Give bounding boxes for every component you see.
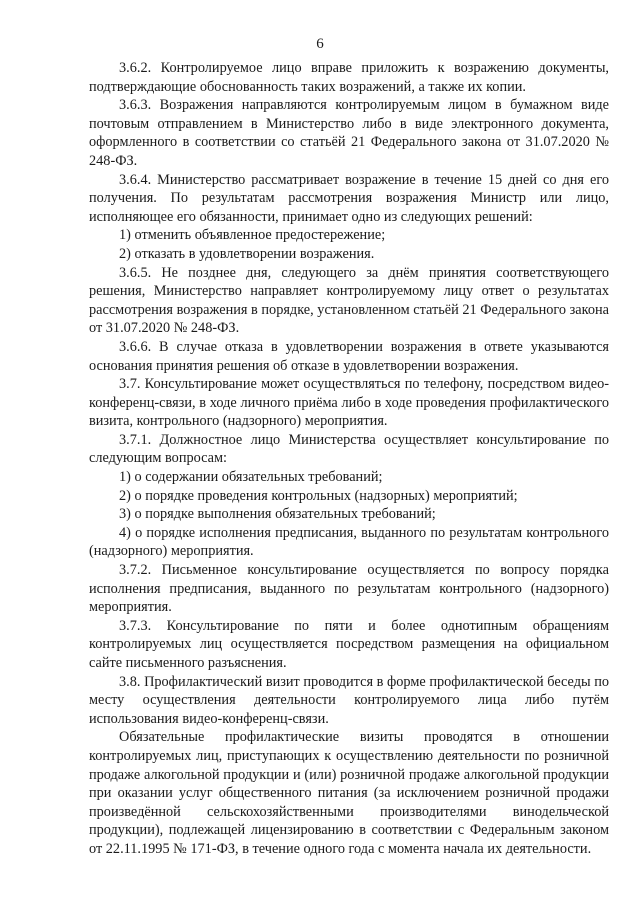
paragraph-3-7-2: 3.7.2. Письменное консультирование осуществляется по вопросу порядка исполнения предписания, выданного по результатам контрольного (надзорного) мероприятия.: [89, 562, 609, 616]
list-item: 1) отменить объявленное предостережение;: [119, 227, 386, 244]
list-item: 1) о содержании обязательных требований;: [119, 469, 383, 486]
paragraph-3-6-6: 3.6.6. В случае отказа в удовлетворении возражения в ответе указываются основания принятия решения об отказе в удовлетворении возражения.: [89, 338, 609, 374]
list-item: 4) о порядке исполнения предписания, выданного по результатам контрольного (надзорного) мероприятия.: [89, 524, 609, 560]
paragraph-3-8: 3.8. Профилактический визит проводится в форме профилактической беседы по месту осуществления деятельности контролируемого лица либо путём использования видео-конференц-связи.: [89, 673, 609, 727]
paragraph-mandatory-visits: Обязательные профилактические визиты проводятся в отношении контролируемых лиц, приступающих к осуществлению деятельности по розничной продаже алкогольной продукции и (или) розничной продаже алкогольной продукции при оказании услуг общественного питания (за исключением розничной продажи произведённой сельскохозяйственными производителями винодельческой продукции), подлежащей лицензированию в соответствии с Федеральным законом от 22.11.1995 № 171-ФЗ, в течение одного года с момента начала их деятельности.: [89, 729, 609, 857]
page-number: 6: [316, 36, 324, 52]
list-item: 2) о порядке проведения контрольных (надзорных) мероприятий;: [119, 487, 518, 504]
list-item: 3) о порядке выполнения обязательных требований;: [119, 506, 436, 523]
paragraph-3-6-4: 3.6.4. Министерство рассматривает возражение в течение 15 дней со дня его получения. По результатам рассмотрения возражения Министр или лицо, исполняющее его обязанности, принимает одно из следующих решений:: [89, 171, 609, 225]
paragraph-3-7: 3.7. Консультирование может осуществляться по телефону, посредством видео-конференц-связи, в ходе личного приёма либо в ходе проведения профилактического визита, контрольного (надзорного) мероприятия.: [89, 376, 609, 430]
document-body: [89, 59, 609, 859]
paragraph-3-7-3: 3.7.3. Консультирование по пяти и более однотипным обращениям контролируемых лиц осуществляется посредством размещения на официальном сайте письменного разъяснения.: [89, 617, 609, 671]
paragraph-3-7-1: 3.7.1. Должностное лицо Министерства осуществляет консультирование по следующим вопросам:: [89, 431, 609, 467]
paragraph-3-6-2: 3.6.2. Контролируемое лицо вправе приложить к возражению документы, подтверждающие обоснованность таких возражений, а также их копии.: [89, 60, 609, 95]
paragraph-3-6-3: 3.6.3. Возражения направляются контролируемым лицом в бумажном виде почтовым отправлением в Министерство либо в виде электронного документа, оформленного в соответствии со статьёй 21 Федерального закона от 31.07.2020 № 248-ФЗ.: [89, 97, 609, 169]
list-item: 2) отказать в удовлетворении возражения.: [119, 245, 375, 262]
paragraph-3-6-5: 3.6.5. Не позднее дня, следующего за днём принятия соответствующего решения, Министерство направляет контролируемому лицу ответ о результатах рассмотрения возражения в порядке, установленном статьёй 21 Федерального закона от 31.07.2020 № 248-ФЗ.: [89, 264, 609, 337]
